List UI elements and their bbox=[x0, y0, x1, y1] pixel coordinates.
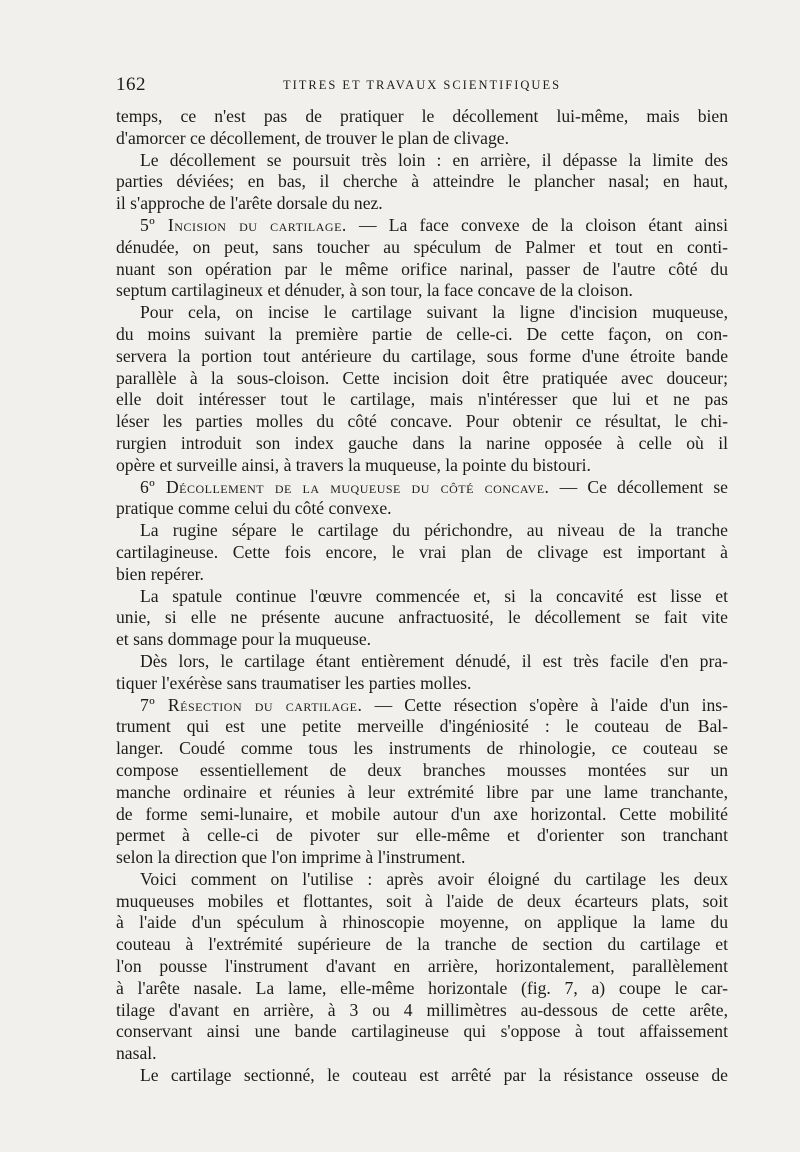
text-line: pratique comme celui du côté convexe. bbox=[116, 498, 392, 519]
text-line: cartilagineuse. Cette fois encore, le vrai plan de clivage est important à bbox=[116, 541, 728, 562]
text-line: léser les parties molles du côté concave. Pour obtenir ce résultat, le chi- bbox=[116, 411, 728, 432]
text-line: temps, ce n'est pas de pratiquer le décollement lui-même, mais bien bbox=[116, 106, 728, 126]
text-line: elle doit intéresser tout le cartilage, mais n'intéresser que lui et ne pas bbox=[116, 389, 728, 410]
section-heading-line bbox=[116, 695, 728, 717]
section-heading: 5º Incision du cartilage. bbox=[140, 214, 347, 235]
text-line: selon la direction que l'on imprime à l'instrument. bbox=[116, 847, 466, 868]
text-line: Dès lors, le cartilage étant entièrement dénudé, il est très facile d'en pra- bbox=[140, 650, 728, 671]
heading-line-text: — Cette résection s'opère à l'aide d'un ins- bbox=[362, 694, 728, 715]
text-line: unie, si elle ne présente aucune anfractuosité, le décollement se fait vite bbox=[116, 607, 728, 628]
text-line: parallèle à la sous-cloison. Cette incision doit être pratiquée avec douceur; bbox=[116, 367, 728, 388]
text-line: Le cartilage sectionné, le couteau est arrêté par la résistance osseuse de bbox=[140, 1065, 728, 1086]
section-heading: 6º Décollement de la muqueuse du côté concave. bbox=[140, 476, 550, 497]
page-header bbox=[116, 74, 728, 96]
text-line: nasal. bbox=[116, 1043, 157, 1064]
heading-line-text: — Ce décollement se bbox=[549, 476, 728, 497]
text-line: parties déviées; en bas, il cherche à atteindre le plancher nasal; en haut, bbox=[116, 171, 728, 192]
text-line: Voici comment on l'utilise : après avoir éloigné du cartilage les deux bbox=[140, 868, 728, 889]
text-line: trument qui est une petite merveille d'ingéniosité : le couteau de Bal- bbox=[116, 716, 728, 737]
text-line: Le décollement se poursuit très loin : en arrière, il dépasse la limite des bbox=[140, 149, 728, 170]
section-heading: 7º Résection du cartilage. bbox=[140, 694, 363, 715]
text-line: compose essentiellement de deux branches mousses montées sur un bbox=[116, 759, 728, 780]
text-line: nuant son opération par le même orifice narinal, passer de l'autre côté du bbox=[116, 258, 728, 279]
text-line: conservant ainsi une bande cartilagineuse qui s'oppose à tout affaissement bbox=[116, 1021, 728, 1042]
text-line: dénudée, on peut, sans toucher au spéculum de Palmer et tout en conti- bbox=[116, 236, 728, 257]
body-text bbox=[116, 106, 728, 1087]
text-line: couteau à l'extrémité supérieure de la tranche de section du cartilage et bbox=[116, 934, 728, 955]
text-line: bien repérer. bbox=[116, 563, 204, 584]
text-line: et sans dommage pour la muqueuse. bbox=[116, 629, 372, 650]
text-line: rurgien introduit son index gauche dans la narine opposée à celle où il bbox=[116, 432, 728, 453]
text-line: langer. Coudé comme tous les instruments de rhinologie, ce couteau se bbox=[116, 738, 728, 759]
text-line: du moins suivant la première partie de celle-ci. De cette façon, on con- bbox=[116, 323, 728, 344]
text-line: La rugine sépare le cartilage du périchondre, au niveau de la tranche bbox=[140, 520, 728, 541]
text-line: à l'arête nasale. La lame, elle-même horizontale (fig. 7, a) coupe le car- bbox=[116, 977, 728, 998]
text-line: Pour cela, on incise le cartilage suivant la ligne d'incision muqueuse, bbox=[140, 302, 728, 323]
running-title: TITRES ET TRAVAUX SCIENTIFIQUES bbox=[282, 78, 562, 92]
section-heading-line bbox=[116, 215, 728, 237]
text-line: manche ordinaire et réunies à leur extrémité libre par une lame tranchante, bbox=[116, 781, 728, 802]
text-line: septum cartilagineux et dénuder, à son tour, la face concave de la cloison. bbox=[116, 280, 633, 301]
text-line: tilage d'avant en arrière, à 3 ou 4 millimètres au-dessous de cette arête, bbox=[116, 999, 728, 1020]
text-line: à l'aide d'un spéculum à rhinoscopie moyenne, on applique la lame du bbox=[116, 912, 728, 933]
heading-line-text: — La face convexe de la cloison étant ainsi bbox=[346, 214, 728, 235]
section-heading-line bbox=[116, 477, 728, 499]
text-line: La spatule continue l'œuvre commencée et, si la concavité est lisse et bbox=[140, 585, 728, 606]
text-line: d'amorcer ce décollement, de trouver le plan de clivage. bbox=[116, 127, 509, 148]
text-line: muqueuses mobiles et flottantes, soit à l'aide de deux écarteurs plats, soit bbox=[116, 890, 728, 911]
page-number: 162 bbox=[116, 74, 146, 95]
text-line: opère et surveille ainsi, à travers la muqueuse, la pointe du bistouri. bbox=[116, 454, 591, 475]
text-line: l'on pousse l'instrument d'avant en arrière, horizontalement, parallèlement bbox=[116, 956, 728, 977]
text-line: il s'approche de l'arête dorsale du nez. bbox=[116, 193, 383, 214]
text-line: tiquer l'exérèse sans traumatiser les parties molles. bbox=[116, 672, 472, 693]
text-line: permet à celle-ci de pivoter sur elle-même et d'orienter son tranchant bbox=[116, 825, 728, 846]
text-line: de forme semi-lunaire, et mobile autour d'un axe horizontal. Cette mobilité bbox=[116, 803, 728, 824]
text-line: servera la portion tout antérieure du cartilage, sous forme d'une étroite bande bbox=[116, 345, 728, 366]
